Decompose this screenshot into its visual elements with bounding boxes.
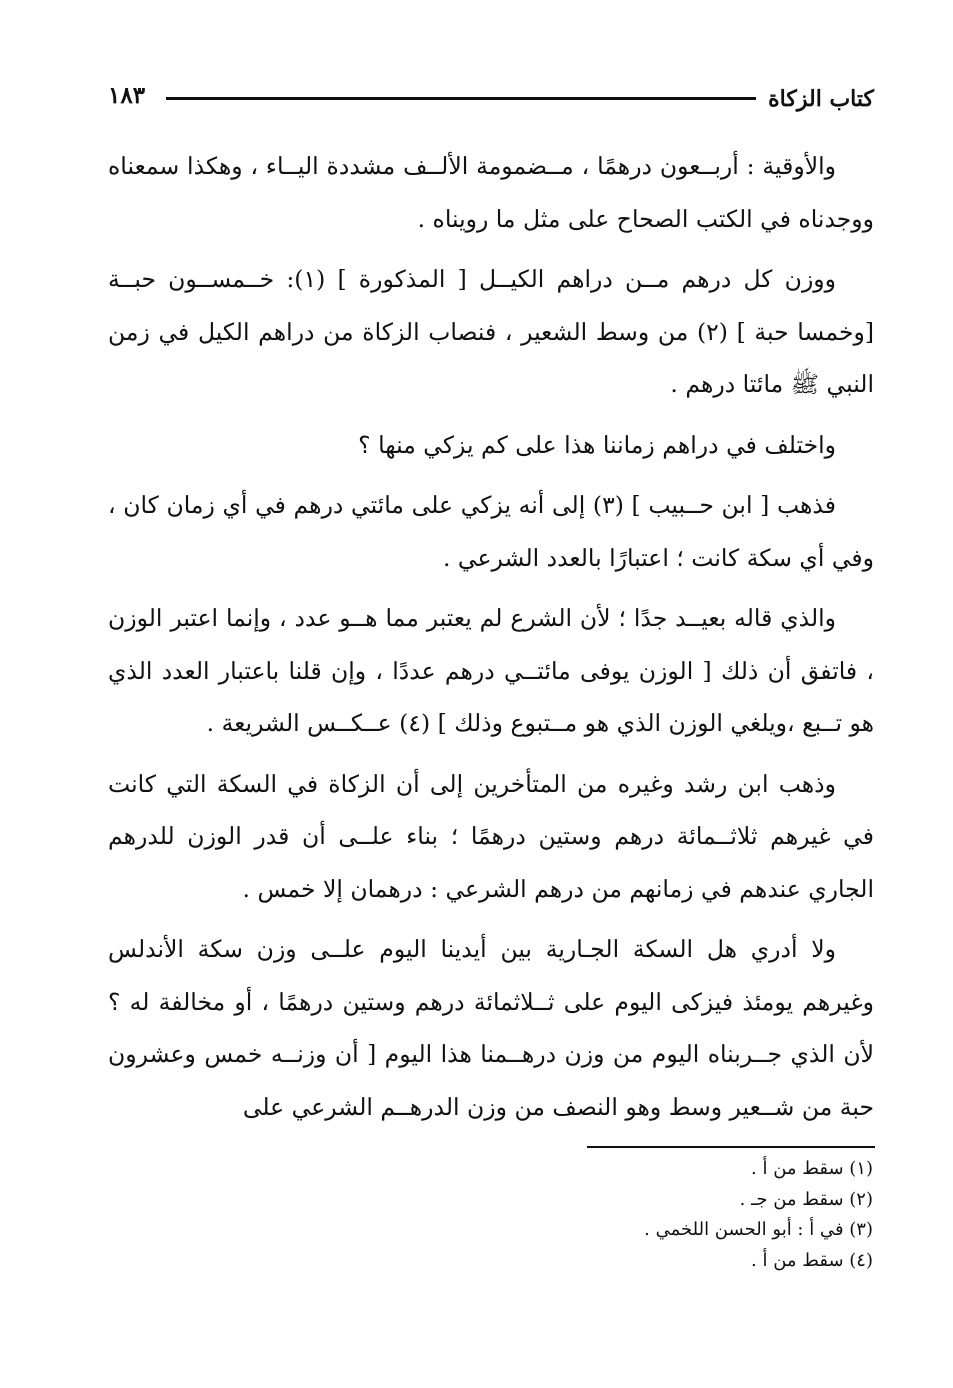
paragraph: واختلف في دراهم زماننا هذا على كم يزكي منها ؟ (358, 430, 836, 459)
page-header (108, 80, 874, 120)
paragraph: والأوقية : أربــعون درهمًا ، مــضمومة الألــف مشددة اليــاء ، وهكذا سمعناه ووجدناه في الكتب الصحاح على مثل ما رويناه . (108, 152, 874, 233)
page-number: ١٨٣ (108, 82, 146, 109)
paragraph: فذهب [ ابن حــبيب ] (٣) إلى أنه يزكي على مائتي درهم في أي زمان كان ، وفي أي سكة كانت ؛ اعتبارًا بالعدد الشرعي . (108, 491, 874, 572)
running-title: كتاب الزكاة (768, 86, 874, 112)
main-text (108, 140, 874, 1141)
paragraph: ولا أدري هل السكة الجـارية بين أيدينا اليوم علــى وزن سكة الأندلس وغيرهم يومئذ فيزكى اليوم على ثــلاثمائة درهم وستين درهمًا ، أو مخالفة له ؟ لأن الذي جــربناه اليوم من وزن درهــمنا هذا اليوم [ أن وزنــه خمس وعشرون حبة من شــعير وسط وهو النصف من وزن الدرهــم الشرعي على (108, 935, 874, 1121)
footnote: (٤) سقط من أ . (751, 1249, 873, 1271)
footnote-divider (587, 1146, 875, 1148)
paragraph: والذي قاله بعيــد جدًا ؛ لأن الشرع لم يعتبر مما هــو عدد ، وإنما اعتبر الوزن ، فاتفق أن ذلك [ الوزن يوفى مائتــي درهم عددًا ، وإن قلنا باعتبار العدد الذي هو تــبع ،ويلغي الوزن الذي هو مــتبوع وذلك ] (٤) عــكــس الشريعة . (108, 604, 874, 737)
footnote: (٢) سقط من جـ . (739, 1188, 873, 1210)
paragraph: ووزن كل درهم مــن دراهم الكيــل [ المذكورة ] (١): خــمســون حبــة [وخمسا حبة ] (٢) من وسط الشعير ، فنصاب الزكاة من دراهم الكيل في زمن النبي ﷺ مائتا درهم . (108, 265, 875, 398)
header-rule (166, 97, 756, 100)
footnote: (٣) في أ : أبو الحسن اللخمي . (644, 1219, 873, 1240)
footnote: (١) سقط من أ . (751, 1158, 873, 1179)
footnotes (453, 1154, 873, 1276)
paragraph: وذهب ابن رشد وغيره من المتأخرين إلى أن الزكاة في السكة التي كانت في غيرهم ثلاثــمائة درهم وستين درهمًا ؛ بناء علــى أن قدر الوزن للدرهم الجاري عندهم في زمانهم من درهم الشرعي : درهمان إلا خمس . (108, 769, 874, 903)
